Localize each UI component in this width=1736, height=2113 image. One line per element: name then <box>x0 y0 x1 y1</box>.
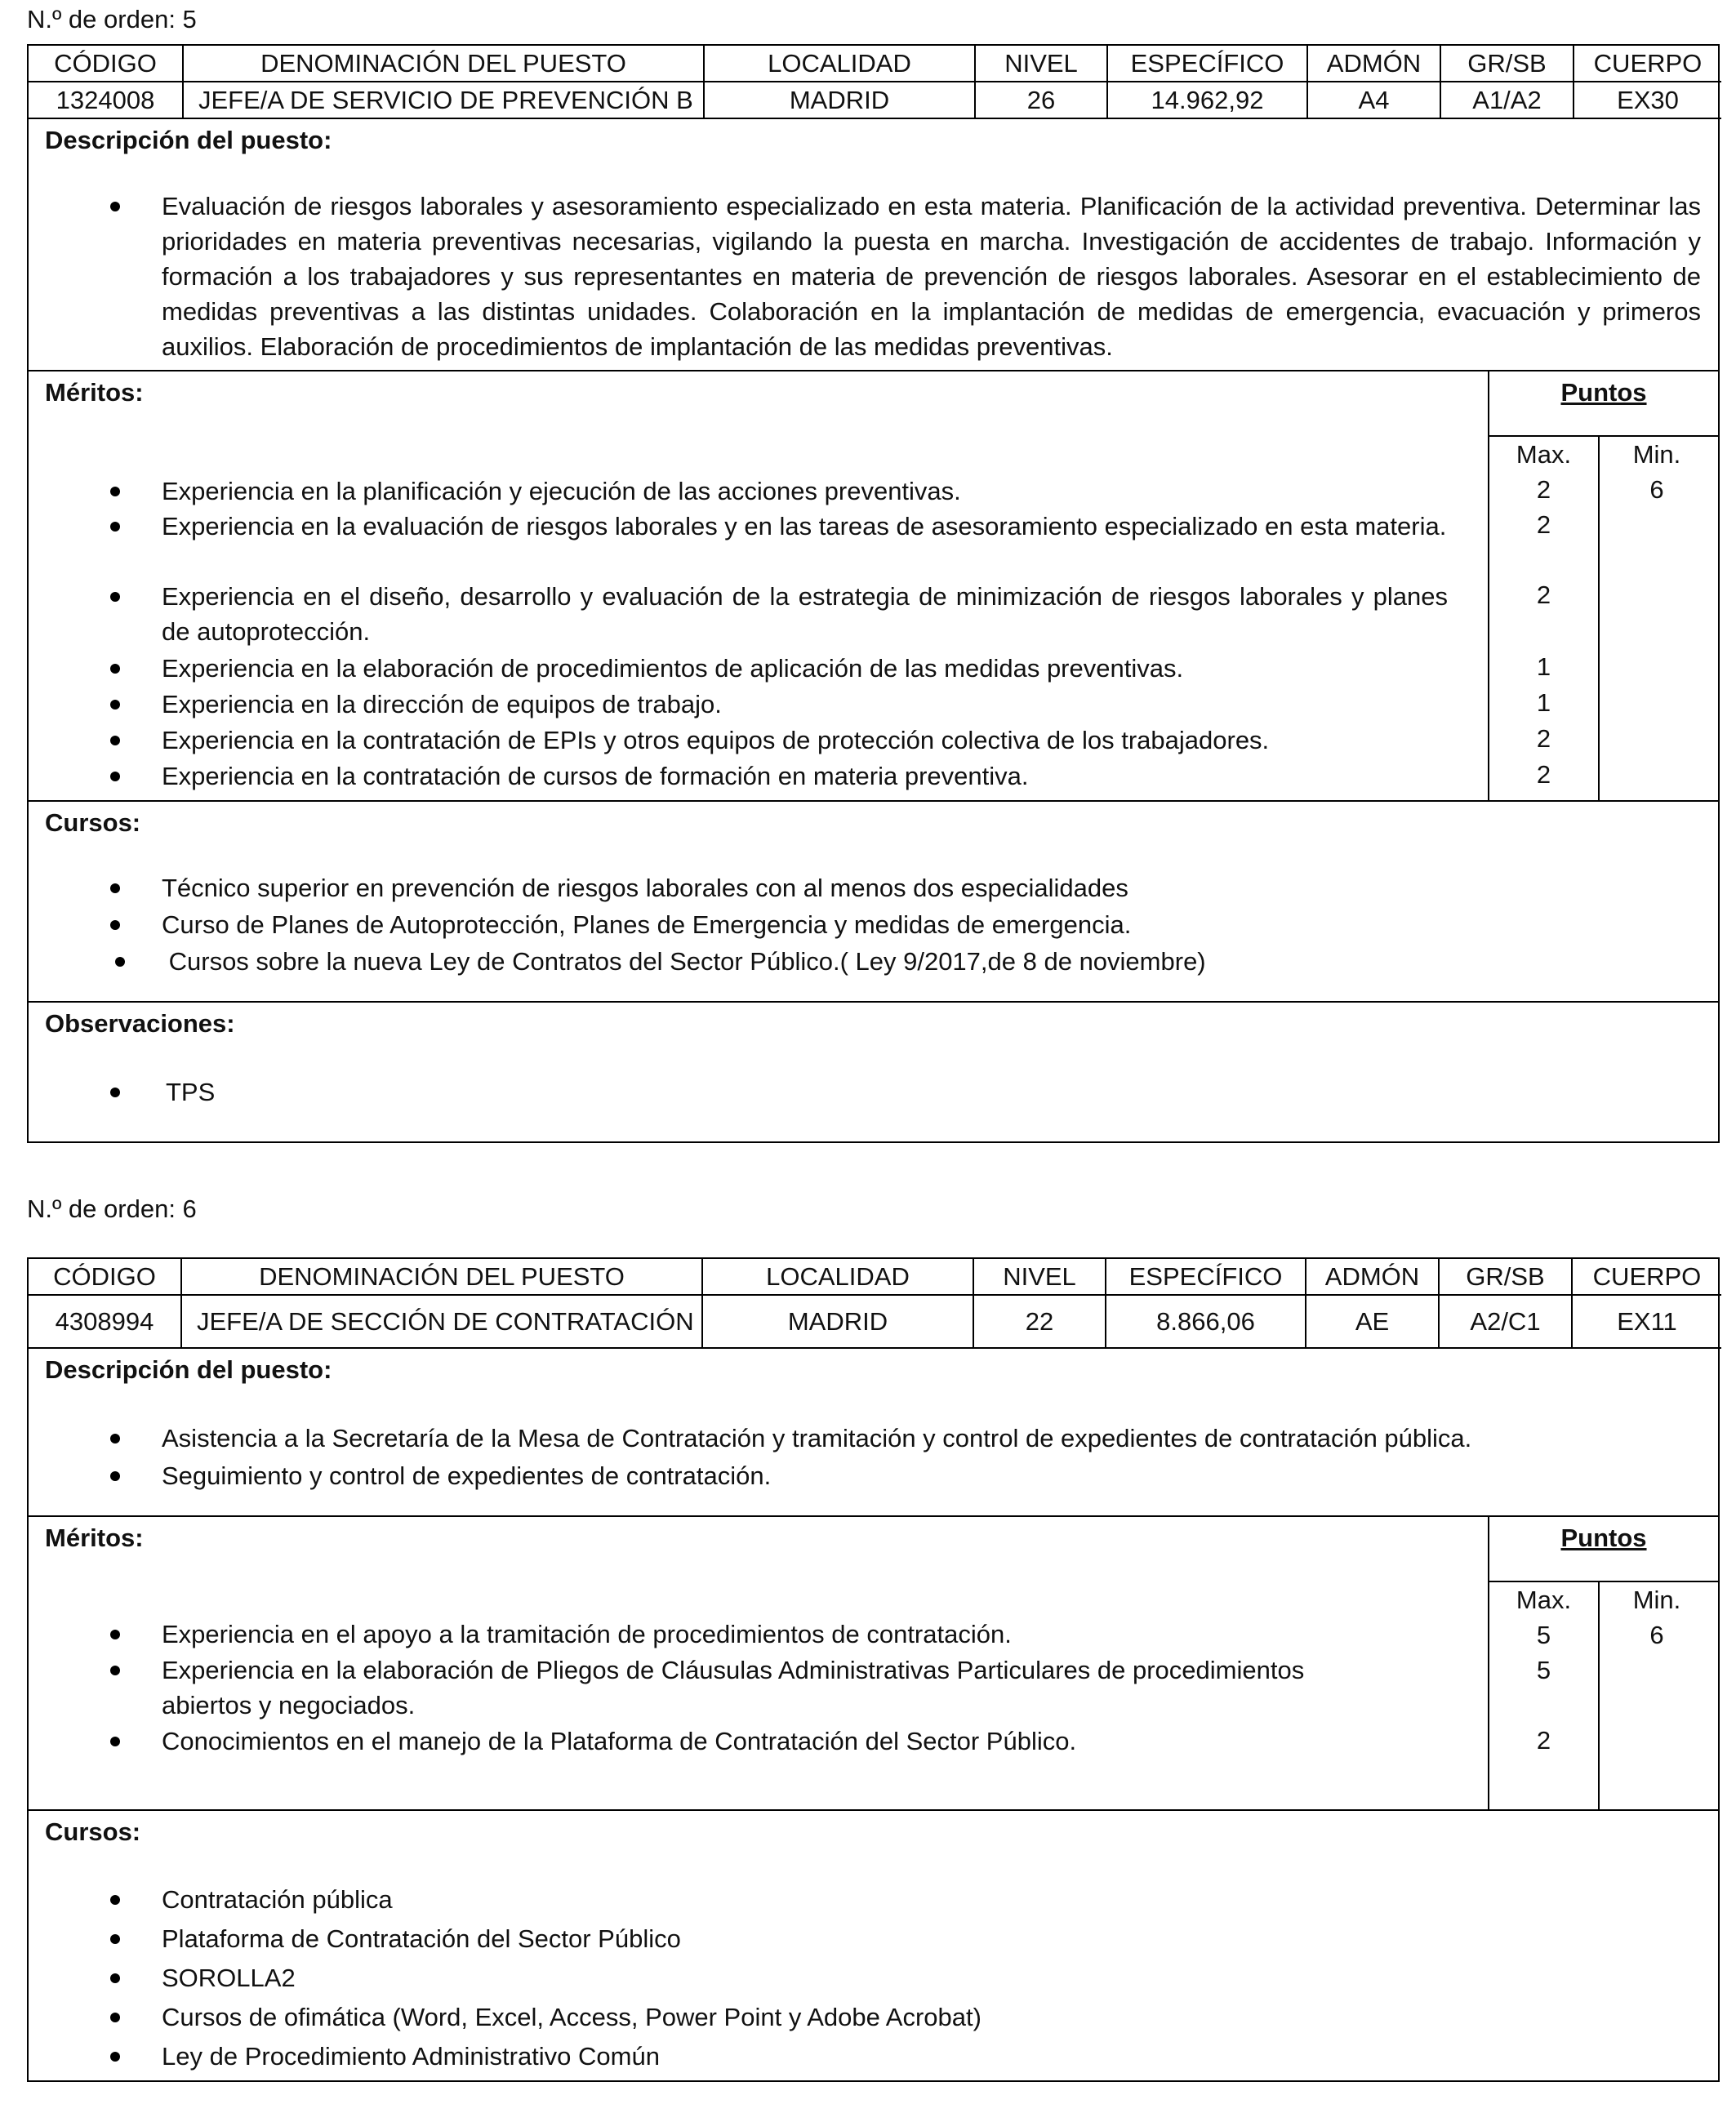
max-header: Max. <box>1516 1586 1572 1614</box>
bullet-icon <box>110 1737 120 1746</box>
curso-text: Contratación pública <box>162 1885 393 1914</box>
merito-text: Experiencia en la contratación de cursos de formación en materia preventiva. <box>162 762 1029 790</box>
grsb-value: A2/C1 <box>1439 1295 1572 1348</box>
col-codigo: CÓDIGO <box>29 1259 181 1295</box>
curso-text: SOROLLA2 <box>162 1964 296 1992</box>
bullet-icon <box>110 1973 120 1983</box>
col-grsb: GR/SB <box>1440 46 1574 82</box>
bullet-icon <box>110 2013 120 2022</box>
merito-text: Experiencia en la contratación de EPIs y otros equipos de protección colectiva de los trabajadores. <box>162 726 1270 754</box>
min-header: Min. <box>1632 440 1681 469</box>
col-denominacion: DENOMINACIÓN DEL PUESTO <box>183 46 704 82</box>
bullet-icon <box>110 920 120 930</box>
max-value: 1 <box>1536 652 1551 681</box>
min-column <box>1596 1582 1718 1809</box>
cursos-title: Cursos: <box>45 1817 141 1846</box>
puesto-header-table <box>29 46 1721 119</box>
bullet-icon <box>115 957 125 967</box>
merito-text: Experiencia en la planificación y ejecución de las acciones preventivas. <box>162 477 961 505</box>
localidad-value: MADRID <box>704 82 975 118</box>
puntos-table <box>1488 371 1718 800</box>
cursos-section <box>29 800 1718 1001</box>
descripcion-section <box>29 119 1718 370</box>
bullet-icon <box>110 1088 120 1097</box>
orden-label: N.º de orden: 6 <box>27 1194 197 1223</box>
col-especifico: ESPECÍFICO <box>1107 46 1307 82</box>
curso-text: Ley de Procedimiento Administrativo Común <box>162 2042 660 2071</box>
max-value: 2 <box>1536 724 1551 753</box>
header-row <box>29 46 1721 82</box>
curso-text: Curso de Planes de Autoprotección, Planes de Emergencia y medidas de emergencia. <box>162 910 1132 939</box>
col-especifico: ESPECÍFICO <box>1106 1259 1306 1295</box>
nivel-value: 22 <box>973 1295 1106 1348</box>
grsb-value: A1/A2 <box>1440 82 1574 118</box>
admon-value: AE <box>1306 1295 1439 1348</box>
max-header: Max. <box>1516 440 1572 469</box>
bullet-icon <box>110 1666 120 1675</box>
cursos-section <box>29 1809 1718 2079</box>
col-denominacion: DENOMINACIÓN DEL PUESTO <box>181 1259 702 1295</box>
value-row <box>29 1295 1721 1348</box>
codigo-value: 4308994 <box>29 1295 181 1348</box>
observaciones-title: Observaciones: <box>45 1009 235 1038</box>
curso-text: Cursos sobre la nueva Ley de Contratos del Sector Público.( Ley 9/2017,de 8 de noviembre) <box>162 947 1206 976</box>
merito-text: Experiencia en el diseño, desarrollo y evaluación de la estrategia de minimización de riesgos laborales y planes de autoprotección. <box>162 582 1448 646</box>
bullet-icon <box>110 592 120 602</box>
col-admon: ADMÓN <box>1306 1259 1439 1295</box>
merito-text: Experiencia en la elaboración de Pliegos de Cláusulas Administrativas Particulares de procedimientos abiertos y negociados. <box>162 1656 1305 1719</box>
puesto-card <box>27 44 1720 1143</box>
curso-text: Cursos de ofimática (Word, Excel, Access, Power Point y Adobe Acrobat) <box>162 2003 982 2031</box>
col-localidad: LOCALIDAD <box>704 46 975 82</box>
merito-text: Experiencia en la evaluación de riesgos laborales y en las tareas de asesoramiento especializado en esta materia. <box>162 512 1447 540</box>
descripcion-title: Descripción del puesto: <box>45 1355 332 1384</box>
bullet-icon <box>110 2052 120 2062</box>
puesto-header-table <box>29 1259 1721 1349</box>
max-value: 2 <box>1536 1726 1551 1755</box>
max-value: 2 <box>1536 581 1551 609</box>
bullet-icon <box>110 522 120 532</box>
localidad-value: MADRID <box>702 1295 973 1348</box>
observacion-text: TPS <box>166 1078 216 1106</box>
puntos-table <box>1488 1517 1718 1809</box>
especifico-value: 8.866,06 <box>1106 1295 1306 1348</box>
max-value: 1 <box>1536 688 1551 717</box>
min-column <box>1596 437 1718 800</box>
max-column <box>1489 437 1600 800</box>
curso-text: Técnico superior en prevención de riesgos laborales con al menos dos especialidades <box>162 874 1128 902</box>
max-value: 5 <box>1536 1621 1551 1649</box>
col-nivel: NIVEL <box>973 1259 1106 1295</box>
col-nivel: NIVEL <box>975 46 1107 82</box>
cuerpo-value: EX30 <box>1574 82 1721 118</box>
orden-label: N.º de orden: 5 <box>27 5 197 33</box>
admon-value: A4 <box>1307 82 1440 118</box>
col-cuerpo: CUERPO <box>1574 46 1721 82</box>
bullet-icon <box>110 202 120 211</box>
bullet-icon <box>110 487 120 496</box>
meritos-title: Méritos: <box>45 378 144 407</box>
cuerpo-value: EX11 <box>1572 1295 1721 1348</box>
bullet-icon <box>110 883 120 893</box>
max-value: 2 <box>1536 510 1551 539</box>
col-admon: ADMÓN <box>1307 46 1440 82</box>
bullet-icon <box>110 1895 120 1905</box>
col-grsb: GR/SB <box>1439 1259 1572 1295</box>
descripcion-text: Asistencia a la Secretaría de la Mesa de Contratación y tramitación y control de expedientes de contratación pública. <box>162 1424 1472 1452</box>
observaciones-section <box>29 1001 1718 1146</box>
puntos-title: Puntos <box>1489 371 1718 437</box>
value-row <box>29 82 1721 118</box>
cursos-title: Cursos: <box>45 808 141 837</box>
nivel-value: 26 <box>975 82 1107 118</box>
min-value: 6 <box>1649 475 1664 504</box>
bullet-icon <box>110 1434 120 1444</box>
col-codigo: CÓDIGO <box>29 46 183 82</box>
curso-text: Plataforma de Contratación del Sector Público <box>162 1924 681 1953</box>
bullet-icon <box>110 700 120 710</box>
col-cuerpo: CUERPO <box>1572 1259 1721 1295</box>
bullet-icon <box>110 664 120 674</box>
codigo-value: 1324008 <box>29 82 183 118</box>
bullet-icon <box>110 1630 120 1639</box>
meritos-section <box>29 1515 1718 1809</box>
max-value: 2 <box>1536 760 1551 789</box>
bullet-icon <box>110 1471 120 1481</box>
max-value: 2 <box>1536 475 1551 504</box>
descripcion-text: Seguimiento y control de expedientes de contratación. <box>162 1461 772 1490</box>
col-localidad: LOCALIDAD <box>702 1259 973 1295</box>
puntos-title: Puntos <box>1489 1517 1718 1582</box>
descripcion-title: Descripción del puesto: <box>45 126 332 154</box>
meritos-title: Méritos: <box>45 1524 144 1552</box>
especifico-value: 14.962,92 <box>1107 82 1307 118</box>
puesto-card <box>27 1257 1720 2082</box>
descripcion-section <box>29 1349 1718 1515</box>
header-row <box>29 1259 1721 1295</box>
bullet-icon <box>110 772 120 781</box>
denominacion-value: JEFE/A DE SECCIÓN DE CONTRATACIÓN <box>181 1295 702 1348</box>
min-header: Min. <box>1632 1586 1681 1614</box>
meritos-section <box>29 370 1718 800</box>
bullet-icon <box>110 1934 120 1944</box>
merito-text: Experiencia en la elaboración de procedimientos de aplicación de las medidas preventivas. <box>162 654 1184 683</box>
max-value: 5 <box>1536 1656 1551 1684</box>
descripcion-text: Evaluación de riesgos laborales y asesoramiento especializado en esta materia. Planificación de la actividad preventiva. Determinar las prioridades en materia preventivas necesarias, vigilando la puesta en marcha. Investigación de accidentes de trabajo. Información y formación a los trabajadores y sus representantes en materia de prevención de riesgos laborales. Asesorar en el establecimiento de medidas preventivas a las distintas unidades. Colaboración en la implantación de medidas de emergencia, evacuación y primeros auxilios. Elaboración de procedimientos de implantación de las medidas preventivas. <box>162 192 1701 361</box>
bullet-icon <box>110 736 120 745</box>
merito-text: Experiencia en el apoyo a la tramitación de procedimientos de contratación. <box>162 1620 1012 1648</box>
min-value: 6 <box>1649 1621 1664 1649</box>
denominacion-value: JEFE/A DE SERVICIO DE PREVENCIÓN B <box>183 82 704 118</box>
max-column <box>1489 1582 1600 1809</box>
merito-text: Conocimientos en el manejo de la Plataforma de Contratación del Sector Público. <box>162 1727 1077 1755</box>
merito-text: Experiencia en la dirección de equipos de trabajo. <box>162 690 722 718</box>
